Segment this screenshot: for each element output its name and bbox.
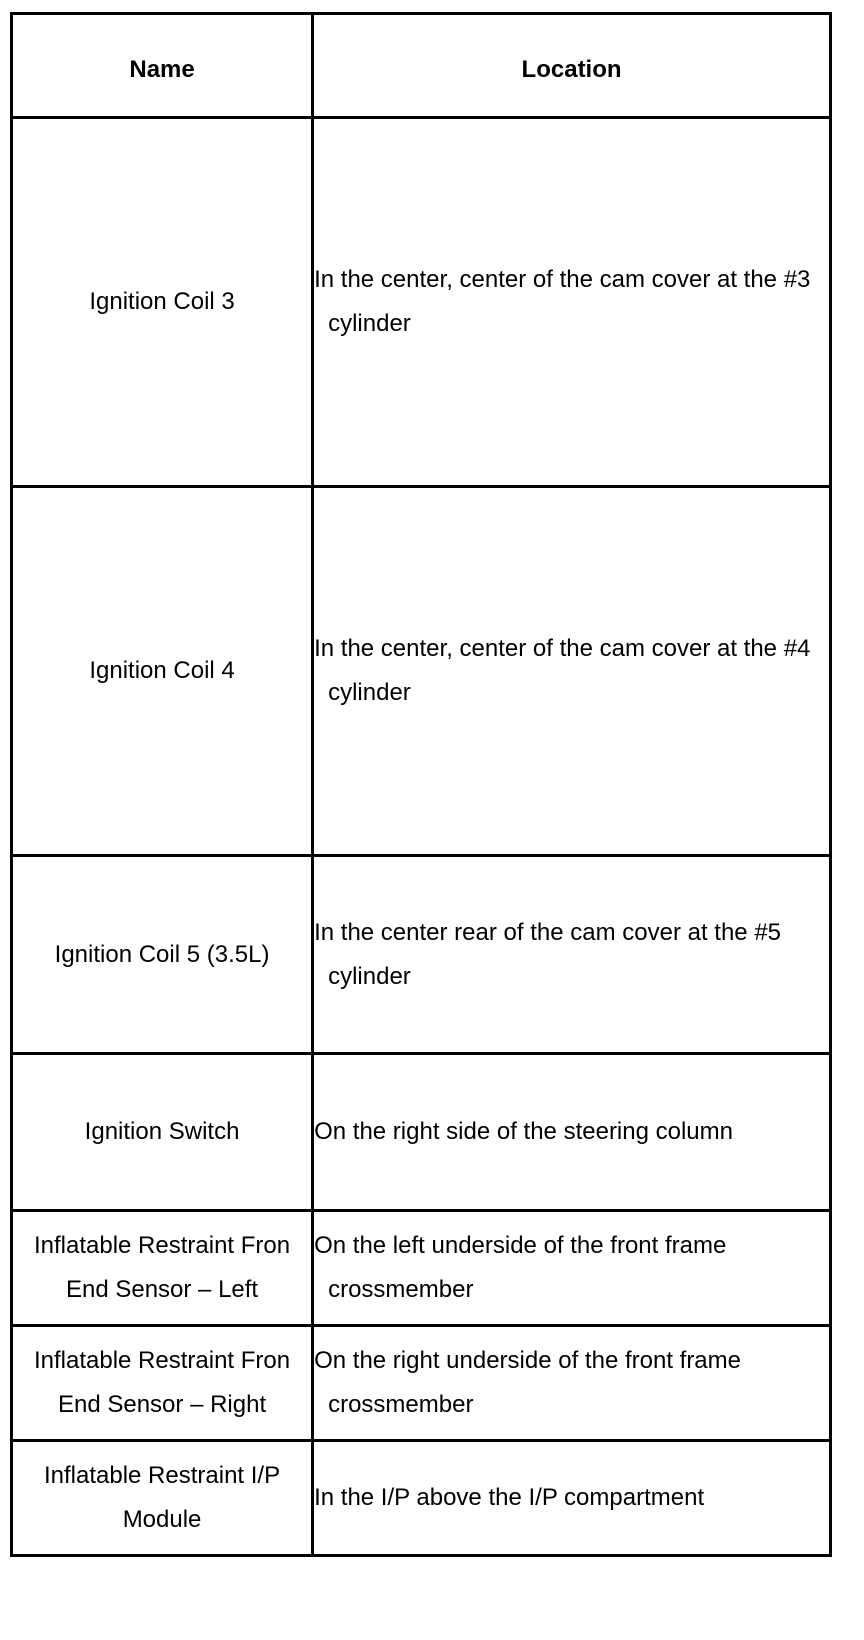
component-name: Ignition Switch bbox=[84, 1118, 240, 1145]
component-name-line2: End Sensor – Left bbox=[65, 1276, 259, 1303]
location-cell bbox=[313, 1326, 831, 1441]
component-name-line1: Inflatable Restraint Fron bbox=[33, 1347, 291, 1374]
component-name-line1: Inflatable Restraint Fron bbox=[33, 1232, 291, 1259]
name-cell bbox=[12, 118, 313, 487]
table-row bbox=[12, 1441, 831, 1556]
component-location: On the left underside of the front frame crossmember bbox=[314, 1232, 727, 1303]
header-name: Name bbox=[12, 14, 313, 118]
location-cell bbox=[313, 487, 831, 856]
table-row bbox=[12, 1054, 831, 1211]
table-header-row bbox=[12, 14, 831, 118]
name-cell bbox=[12, 1054, 313, 1211]
component-name-line1: Inflatable Restraint I/P bbox=[43, 1462, 281, 1489]
location-cell bbox=[313, 1211, 831, 1326]
table-row bbox=[12, 1211, 831, 1326]
component-location-table bbox=[10, 12, 832, 1557]
table-row bbox=[12, 856, 831, 1054]
location-cell bbox=[313, 856, 831, 1054]
component-name: Ignition Coil 4 bbox=[89, 657, 235, 684]
table-row bbox=[12, 1326, 831, 1441]
table-row bbox=[12, 487, 831, 856]
location-cell bbox=[313, 118, 831, 487]
name-cell bbox=[12, 1326, 313, 1441]
component-location: In the center, center of the cam cover at the #3 cylinder bbox=[314, 266, 811, 337]
component-location: In the I/P above the I/P compartment bbox=[314, 1484, 705, 1511]
name-cell bbox=[12, 1211, 313, 1326]
name-cell bbox=[12, 856, 313, 1054]
header-location: Location bbox=[313, 14, 831, 118]
name-cell bbox=[12, 1441, 313, 1556]
component-name: Ignition Coil 5 (3.5L) bbox=[54, 940, 270, 968]
component-name-line2: End Sensor – Right bbox=[57, 1391, 267, 1418]
component-location: On the right side of the steering column bbox=[314, 1118, 733, 1145]
component-name-line2: Module bbox=[122, 1506, 202, 1533]
component-location: On the right underside of the front frame crossmember bbox=[314, 1347, 741, 1418]
location-cell bbox=[313, 1054, 831, 1211]
name-cell bbox=[12, 487, 313, 856]
component-name: Ignition Coil 3 bbox=[89, 288, 235, 315]
table-row bbox=[12, 118, 831, 487]
component-location: In the center rear of the cam cover at the #5 cylinder bbox=[314, 918, 782, 990]
component-location: In the center, center of the cam cover at the #4 cylinder bbox=[314, 635, 811, 706]
location-cell bbox=[313, 1441, 831, 1556]
